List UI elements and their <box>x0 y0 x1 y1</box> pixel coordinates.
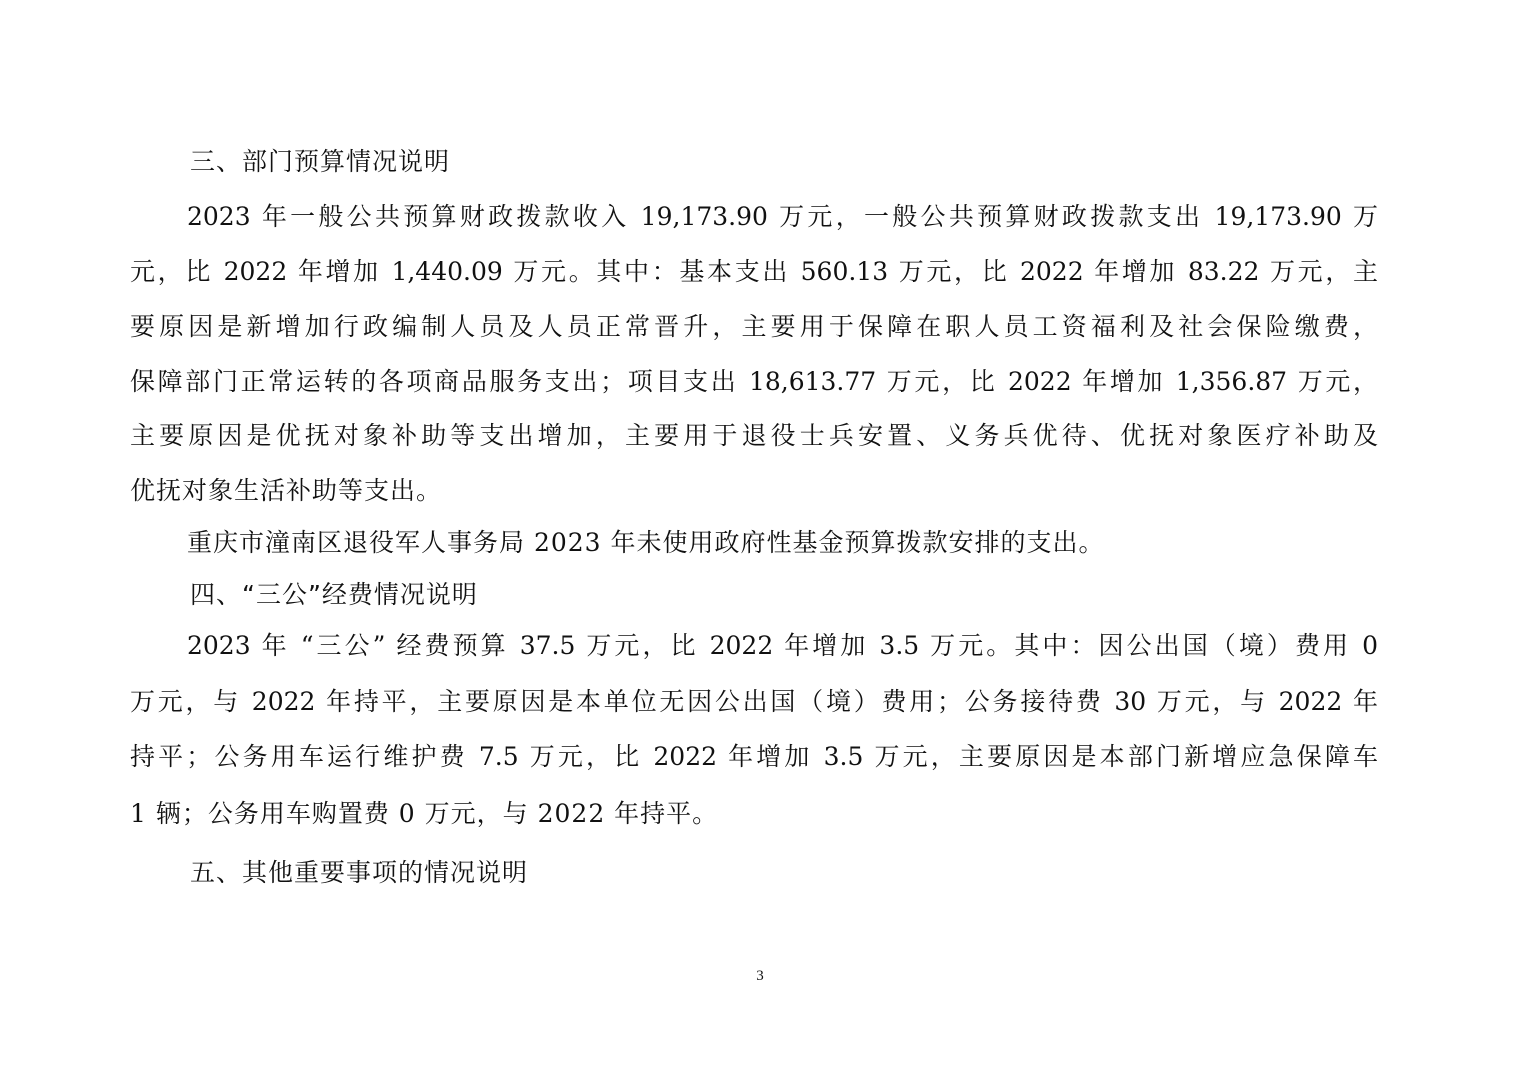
section-4-heading: 四、“三公”经费情况说明 <box>190 580 478 609</box>
section-5-heading: 五、其他重要事项的情况说明 <box>190 858 529 887</box>
paragraph-line: 2023 年一般公共预算财政拨款收入 19,173.90 万元，一般公共预算财政拨款支出 19,173.90 万 <box>187 202 1378 231</box>
section-3-paragraph-2: 重庆市潼南区退役军人事务局 2023 年未使用政府性基金预算拨款安排的支出。 <box>187 528 1105 557</box>
paragraph-line: 元，比 2022 年增加 1,440.09 万元。其中：基本支出 560.13 万元，比 2022 年增加 83.22 万元，主 <box>130 257 1378 286</box>
paragraph-line: 2023 年 “三公” 经费预算 37.5 万元，比 2022 年增加 3.5 万元。其中：因公出国（境）费用 0 <box>187 631 1378 660</box>
section-3-heading: 三、部门预算情况说明 <box>190 147 451 176</box>
paragraph-line: 万元，与 2022 年持平，主要原因是本单位无因公出国（境）费用；公务接待费 30 万元，与 2022 年 <box>130 687 1378 716</box>
paragraph-line: 主要原因是优抚对象补助等支出增加，主要用于退役士兵安置、义务兵优待、优抚对象医疗补助及 <box>130 421 1378 450</box>
page-number: 3 <box>756 968 764 984</box>
paragraph-line: 保障部门正常运转的各项商品服务支出；项目支出 18,613.77 万元，比 2022 年增加 1,356.87 万元， <box>130 367 1378 396</box>
paragraph-line: 要原因是新增加行政编制人员及人员正常晋升，主要用于保障在职人员工资福利及社会保险缴费， <box>130 312 1378 341</box>
paragraph-line: 1 辆；公务用车购置费 0 万元，与 2022 年持平。 <box>130 799 719 828</box>
paragraph-line: 优抚对象生活补助等支出。 <box>130 476 443 505</box>
paragraph-line: 持平；公务用车运行维护费 7.5 万元，比 2022 年增加 3.5 万元，主要原因是本部门新增应急保障车 <box>130 742 1378 771</box>
